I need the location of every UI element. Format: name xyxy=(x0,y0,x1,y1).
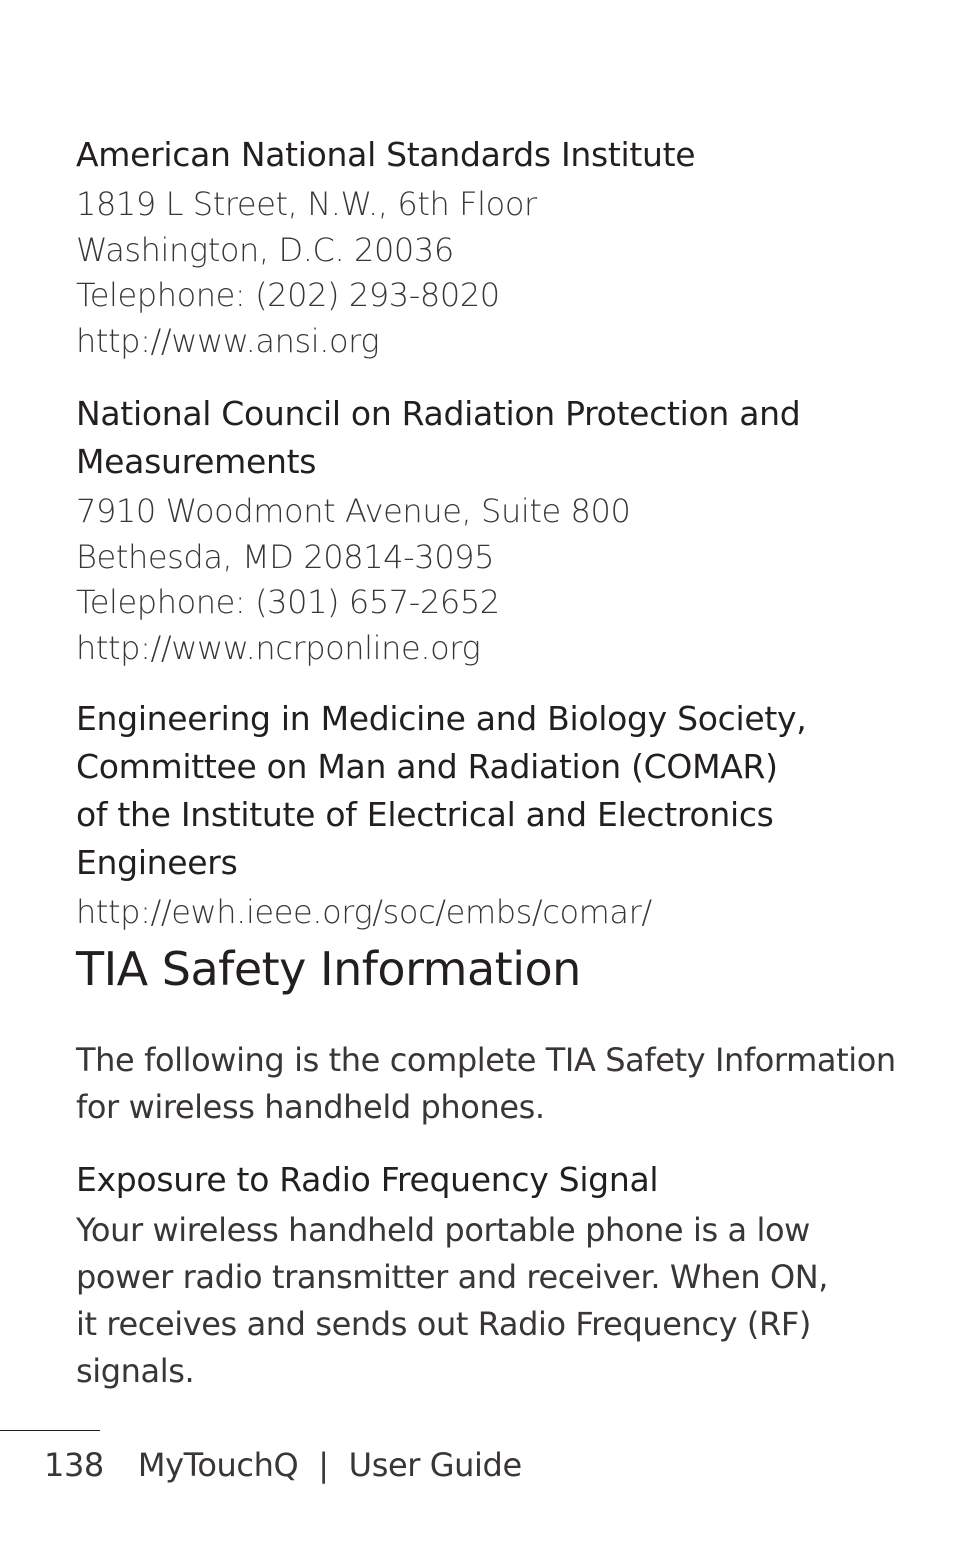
org-name xyxy=(76,695,906,887)
section-title: TIA Safety Information xyxy=(76,941,581,996)
org-address xyxy=(76,890,906,936)
subsection-body xyxy=(76,1207,906,1395)
org-ansi xyxy=(76,131,906,364)
section-intro xyxy=(76,1037,906,1131)
body-line: signals. xyxy=(76,1351,195,1390)
footer-separator: | xyxy=(318,1446,329,1484)
org-name-line: of the Institute of Electrical and Electronics xyxy=(76,795,774,834)
intro-line: for wireless handheld phones. xyxy=(76,1087,545,1126)
page-content xyxy=(76,131,906,1395)
body-line: Your wireless handheld portable phone is a low xyxy=(76,1210,810,1249)
website-link[interactable]: http://www.ansi.org xyxy=(76,321,380,360)
page-number: 138 xyxy=(44,1446,104,1484)
body-line: it receives and sends out Radio Frequency (RF) xyxy=(76,1304,811,1343)
org-name-line: National Council on Radiation Protection and xyxy=(76,394,801,433)
org-ncrp xyxy=(76,390,906,671)
org-name-line: American National Standards Institute xyxy=(76,135,696,174)
org-name xyxy=(76,131,906,179)
telephone-line: Telephone: (202) 293-8020 xyxy=(76,276,500,314)
address-line: 1819 L Street, N.W., 6th Floor xyxy=(76,185,537,223)
telephone-line: Telephone: (301) 657-2652 xyxy=(76,583,500,621)
page-footer xyxy=(44,1444,522,1486)
org-address xyxy=(76,489,906,671)
website-link[interactable]: http://www.ncrponline.org xyxy=(76,628,481,667)
body-line: power radio transmitter and receiver. When ON, xyxy=(76,1257,829,1296)
org-name-line: Measurements xyxy=(76,442,317,481)
intro-line: The following is the complete TIA Safety Information xyxy=(76,1040,896,1079)
address-line: Washington, D.C. 20036 xyxy=(76,230,454,269)
website-link[interactable]: http://ewh.ieee.org/soc/embs/comar/ xyxy=(76,893,652,931)
org-name xyxy=(76,390,906,486)
org-name-line: Engineers xyxy=(76,843,238,882)
org-name-line: Committee on Man and Radiation (COMAR) xyxy=(76,747,778,786)
org-address xyxy=(76,182,906,364)
subsection xyxy=(76,1156,906,1395)
document-name: User Guide xyxy=(348,1446,522,1484)
footer-divider xyxy=(0,1430,100,1431)
address-line: Bethesda, MD 20814-3095 xyxy=(76,537,495,576)
org-ieee-comar xyxy=(76,695,906,936)
subsection-heading: Exposure to Radio Frequency Signal xyxy=(76,1159,659,1199)
product-name: MyTouchQ xyxy=(137,1446,299,1484)
org-name-line: Engineering in Medicine and Biology Society, xyxy=(76,699,807,738)
address-line: 7910 Woodmont Avenue, Suite 800 xyxy=(76,492,631,530)
